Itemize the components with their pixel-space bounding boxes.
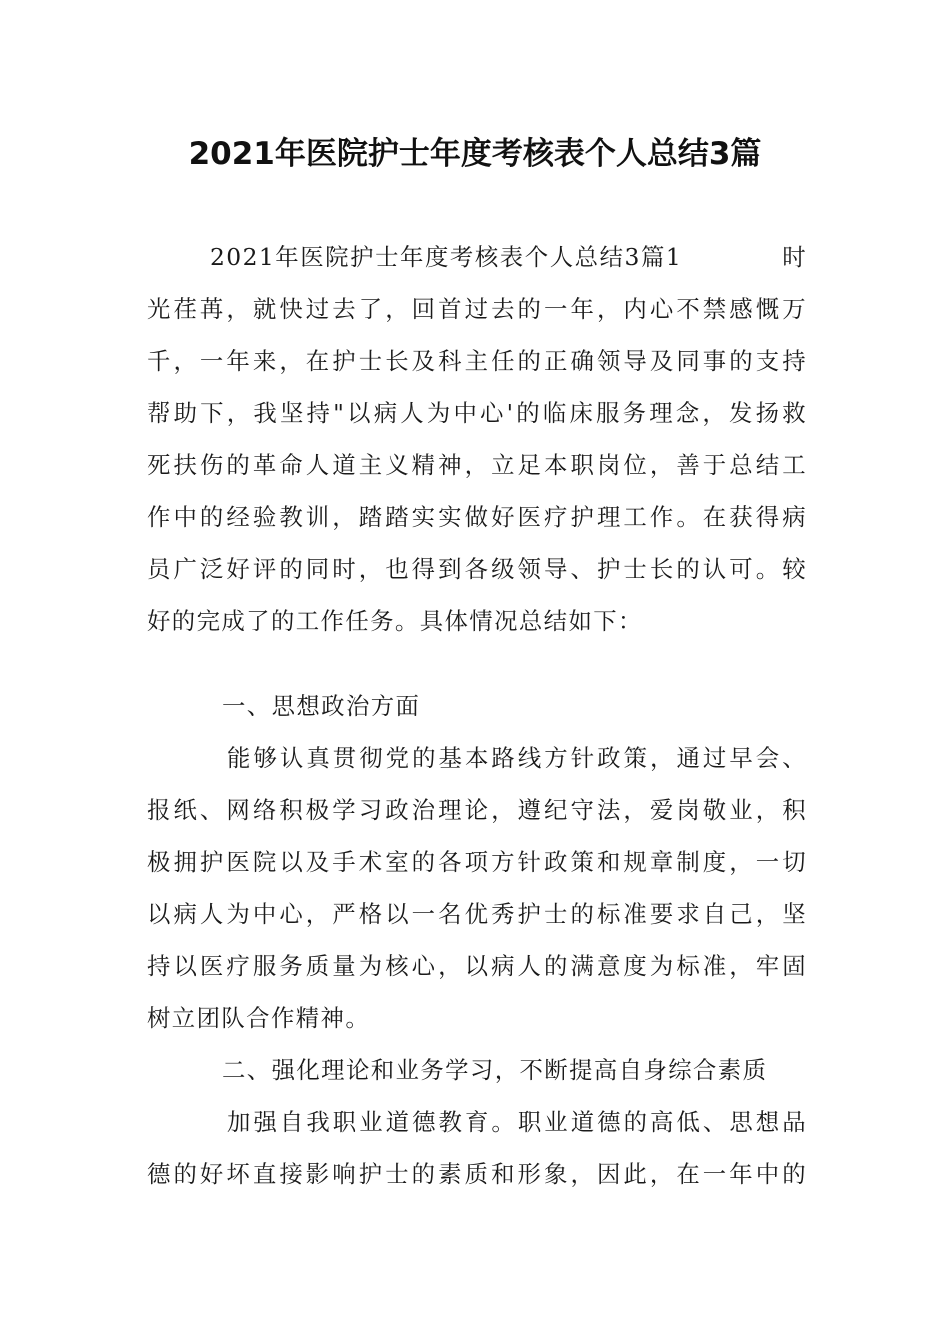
paragraph-line: 员广泛好评的同时，也得到各级领导、护士长的认可。较 [147, 555, 807, 583]
paragraph-line: 德的好坏直接影响护士的素质和形象，因此，在一年中的 [147, 1160, 807, 1188]
intro-heading: 2021年医院护士年度考核表个人总结3篇1 [210, 243, 683, 271]
intro-first-char: 时 [782, 243, 807, 271]
paragraph-line: 能够认真贯彻党的基本路线方针政策，通过早会、 [227, 744, 807, 772]
paragraph-line: 报纸、网络积极学习政治理论，遵纪守法，爱岗敬业，积 [147, 796, 807, 824]
paragraph-line: 树立团队合作精神。 [147, 1004, 371, 1032]
document-title: 2021年医院护士年度考核表个人总结3篇 [188, 136, 762, 172]
paragraph-line: 加强自我职业道德教育。职业道德的高低、思想品 [227, 1108, 807, 1136]
paragraph-line: 作中的经验教训，踏踏实实做好医疗护理工作。在获得病 [147, 503, 807, 531]
paragraph-line: 以病人为中心，严格以一名优秀护士的标准要求自己，坚 [147, 900, 807, 928]
section-heading: 二、强化理论和业务学习，不断提高自身综合素质 [222, 1056, 768, 1084]
paragraph-line: 帮助下，我坚持"以病人为中心'的临床服务理念，发扬救 [147, 399, 807, 427]
paragraph-line: 光荏苒，就快过去了，回首过去的一年，内心不禁感慨万 [147, 295, 807, 323]
paragraph-line: 持以医疗服务质量为核心，以病人的满意度为标准，牢固 [147, 952, 807, 980]
paragraph-line: 千，一年来，在护士长及科主任的正确领导及同事的支持 [147, 347, 807, 375]
paragraph-line: 好的完成了的工作任务。具体情况总结如下： [147, 607, 643, 635]
intro-first-line [210, 237, 807, 277]
paragraph-line: 死扶伤的革命人道主义精神，立足本职岗位，善于总结工 [147, 451, 807, 479]
paragraph-line: 极拥护医院以及手术室的各项方针政策和规章制度，一切 [147, 848, 807, 876]
section-heading: 一、思想政治方面 [222, 692, 421, 720]
